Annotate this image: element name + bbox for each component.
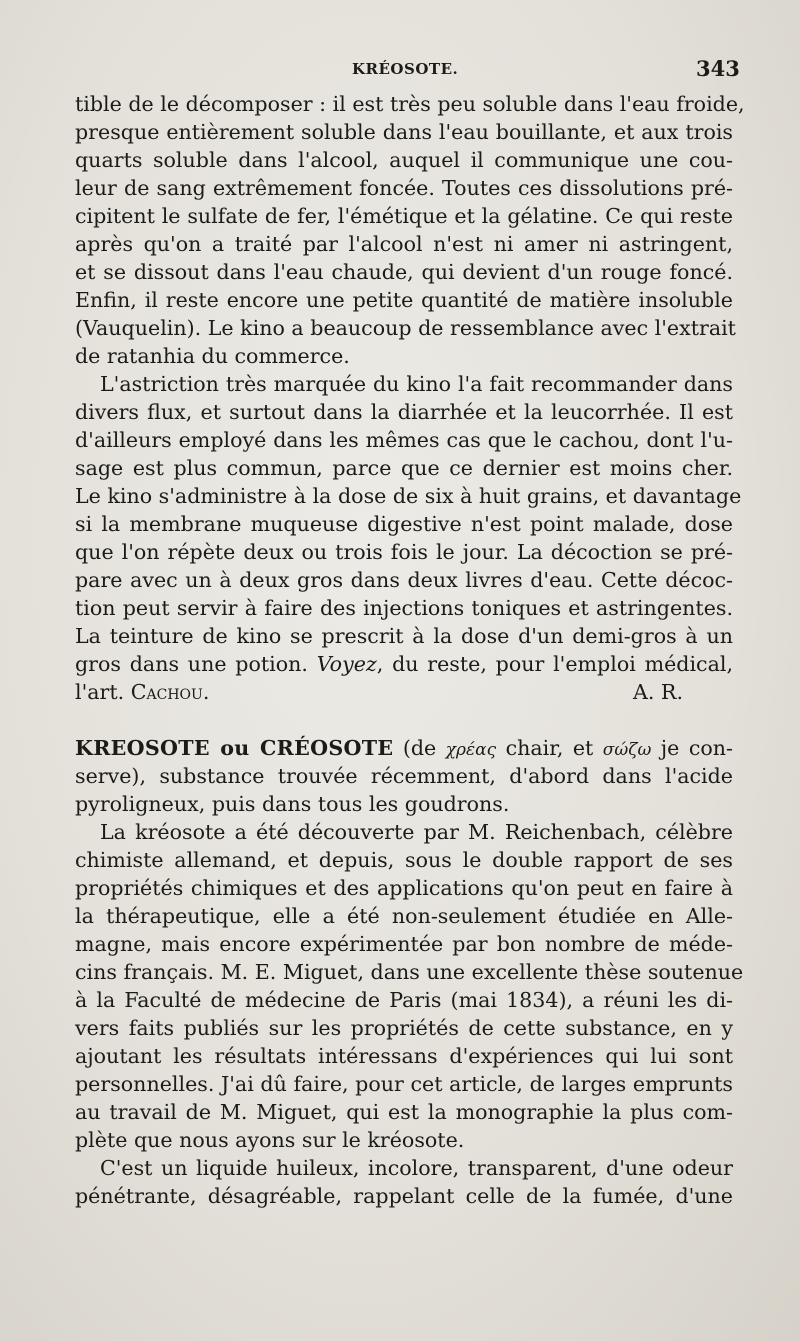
- text-line: C'est un liquide huileux, incolore, transparent, d'une odeur: [100, 1156, 733, 1180]
- italic-ref: Voyez: [316, 652, 377, 676]
- text-line: L'astriction très marquée du kino l'a fait recommander dans: [100, 372, 733, 396]
- text-line: presque entièrement soluble dans l'eau bouillante, et aux trois: [75, 120, 733, 144]
- greek-word: χρέας: [445, 740, 497, 760]
- text-line: propriétés chimiques et des applications qu'on peut en faire à: [75, 876, 733, 900]
- text-line: pare avec un à deux gros dans deux livres d'eau. Cette décoc-: [75, 568, 733, 592]
- page-header: [0, 54, 800, 84]
- text-line: la thérapeutique, elle a été non-seulement étudiée en Alle-: [75, 904, 733, 928]
- text-line: d'ailleurs employé dans les mêmes cas que le cachou, dont l'u-: [75, 428, 733, 452]
- text-line: divers flux, et surtout dans la diarrhée et la leucorrhée. Il est: [75, 400, 733, 424]
- text-line: pénétrante, désagréable, rappelant celle de la fumée, d'une: [75, 1184, 733, 1208]
- text-line: (Vauquelin). Le kino a beaucoup de ressemblance avec l'extrait: [75, 316, 736, 340]
- entry-headword: KREOSOTE ou CRÉOSOTE: [75, 736, 394, 760]
- text-line: La kréosote a été découverte par M. Reichenbach, célèbre: [100, 820, 733, 844]
- text-line: sage est plus commun, parce que ce dernier est moins cher.: [75, 456, 733, 480]
- text-line: leur de sang extrêmement foncée. Toutes ces dissolutions pré-: [75, 176, 733, 200]
- text-line: serve), substance trouvée récemment, d'abord dans l'acide: [75, 764, 733, 788]
- text-line: Enfin, il reste encore une petite quantité de matière insoluble: [75, 288, 733, 312]
- text-line: Le kino s'administre à la dose de six à huit grains, et davantage: [75, 484, 742, 508]
- text-line: après qu'on a traité par l'alcool n'est ni amer ni astringent,: [75, 232, 733, 256]
- text-run: je con-: [651, 736, 733, 760]
- text-line: La teinture de kino se prescrit à la dose d'un demi-gros à un: [75, 624, 733, 648]
- text-line: personnelles. J'ai dû faire, pour cet article, de larges emprunts: [75, 1072, 733, 1096]
- text-run: , du reste, pour l'emploi médical,: [376, 652, 733, 676]
- text-line: quarts soluble dans l'alcool, auquel il communique une cou-: [75, 148, 733, 172]
- text-run: l'art.: [75, 680, 131, 704]
- greek-word: σώζω: [602, 740, 652, 760]
- text-line: ajoutant les résultats intéressans d'expériences qui lui sont: [75, 1044, 733, 1068]
- entry-line: [75, 734, 733, 762]
- text-line: vers faits publiés sur les propriétés de cette substance, en y: [75, 1016, 733, 1040]
- text-line: cipitent le sulfate de fer, l'émétique et la gélatine. Ce qui reste: [75, 204, 733, 228]
- text-line: à la Faculté de médecine de Paris (mai 1834), a réuni les di-: [75, 988, 733, 1012]
- text-line: chimiste allemand, et depuis, sous le double rapport de ses: [75, 848, 733, 872]
- cross-reference: Cachou: [130, 680, 203, 704]
- text-line: tion peut servir à faire des injections toniques et astringentes.: [75, 596, 733, 620]
- text-line: si la membrane muqueuse digestive n'est point malade, dose: [75, 512, 733, 536]
- text-run: gros dans une potion.: [75, 652, 317, 676]
- text-run: chair, et: [496, 736, 603, 760]
- text-run: .: [202, 680, 210, 704]
- text-line: de ratanhia du commerce.: [75, 344, 350, 368]
- text-line: pyroligneux, puis dans tous les goudrons.: [75, 792, 510, 816]
- author-signature: A. R.: [632, 680, 683, 704]
- text-line: tible de le décomposer : il est très peu soluble dans l'eau froide,: [75, 92, 745, 116]
- text-line: que l'on répète deux ou trois fois le jour. La décoction se pré-: [75, 540, 733, 564]
- running-head: KRÉOSOTE.: [352, 60, 459, 78]
- text-line: et se dissout dans l'eau chaude, qui devient d'un rouge foncé.: [75, 260, 733, 284]
- text-line: [75, 650, 733, 678]
- text-line: au travail de M. Miguet, qui est la monographie la plus com-: [75, 1100, 733, 1124]
- text-line: plète que nous ayons sur le kréosote.: [75, 1128, 465, 1152]
- text-line: magne, mais encore expérimentée par bon nombre de méde-: [75, 932, 733, 956]
- text-line: cins français. M. E. Miguet, dans une excellente thèse soutenue: [75, 960, 744, 984]
- page-number: 343: [696, 56, 740, 81]
- text-run: (de: [393, 736, 446, 760]
- text-line: [75, 678, 733, 706]
